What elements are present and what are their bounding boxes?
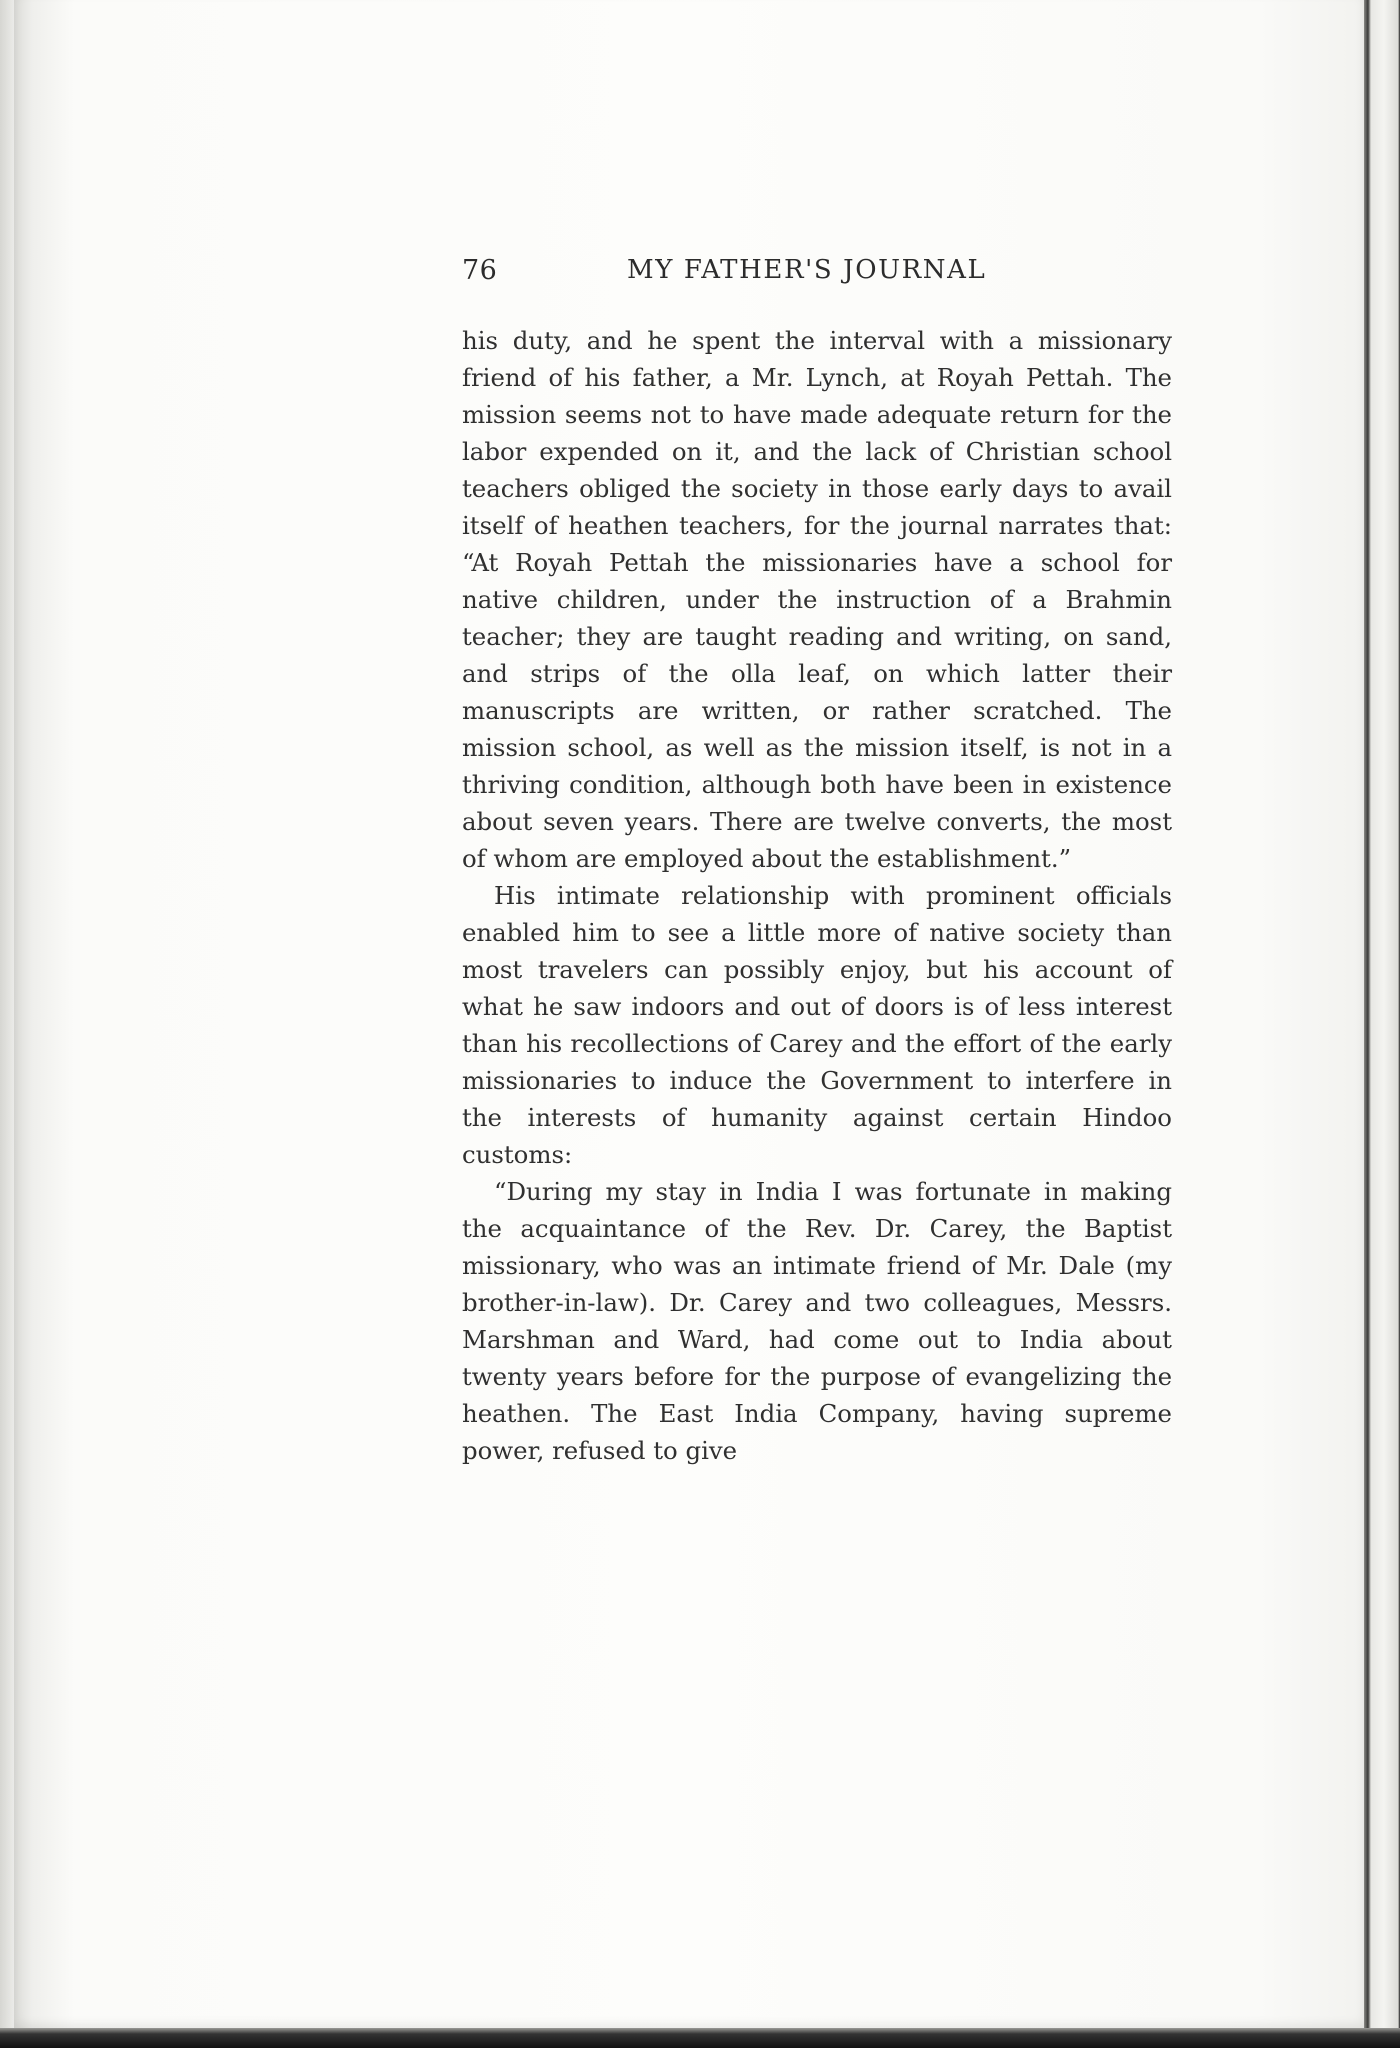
paragraph-1: his duty, and he spent the interval with a missionary friend of his father, a Mr. Lynch, at Royah Pettah. The mission seems not to have made adequate return for the labor expended on it, and the lack of Christian school teachers obliged the society in those early days to avail itself of heathen teachers, for the journal narrates that: “At Royah Pettah the missionaries have a school for native children, under the instruction of a Brahmin teacher; they are taught reading and writing, on sand, and strips of the olla leaf, on which latter their manuscripts are written, or rather scratched. The mission school, as well as the mission itself, is not in a thriving condition, although both have been in existence about seven years. There are twelve converts, the most of whom are employed about the establishment.” bbox=[462, 326, 1172, 873]
page-left-edge bbox=[0, 0, 14, 2048]
page-number: 76 bbox=[462, 255, 498, 286]
page-bottom-edge bbox=[0, 2028, 1400, 2048]
body-text bbox=[462, 322, 1172, 1469]
page-header bbox=[462, 255, 1014, 295]
page-right-edge bbox=[1364, 0, 1400, 2048]
running-head: MY FATHER'S JOURNAL bbox=[627, 255, 987, 285]
paragraph-3: “During my stay in India I was fortunate in making the acquaintance of the Rev. Dr. Carey, the Baptist missionary, who was an intimate friend of Mr. Dale (my brother-in-law). Dr. Carey and two colleagues, Messrs. Marshman and Ward, had come out to India about twenty years before for the purpose of evangelizing the heathen. The East India Company, having supreme power, refused to give bbox=[462, 1177, 1172, 1465]
paragraph-2: His intimate relationship with prominent officials enabled him to see a little more of native society than most travelers can possibly enjoy, but his account of what he saw indoors and out of doors is of less interest than his recollections of Carey and the effort of the early missionaries to induce the Government to interfere in the interests of humanity against certain Hindoo customs: bbox=[462, 881, 1172, 1169]
